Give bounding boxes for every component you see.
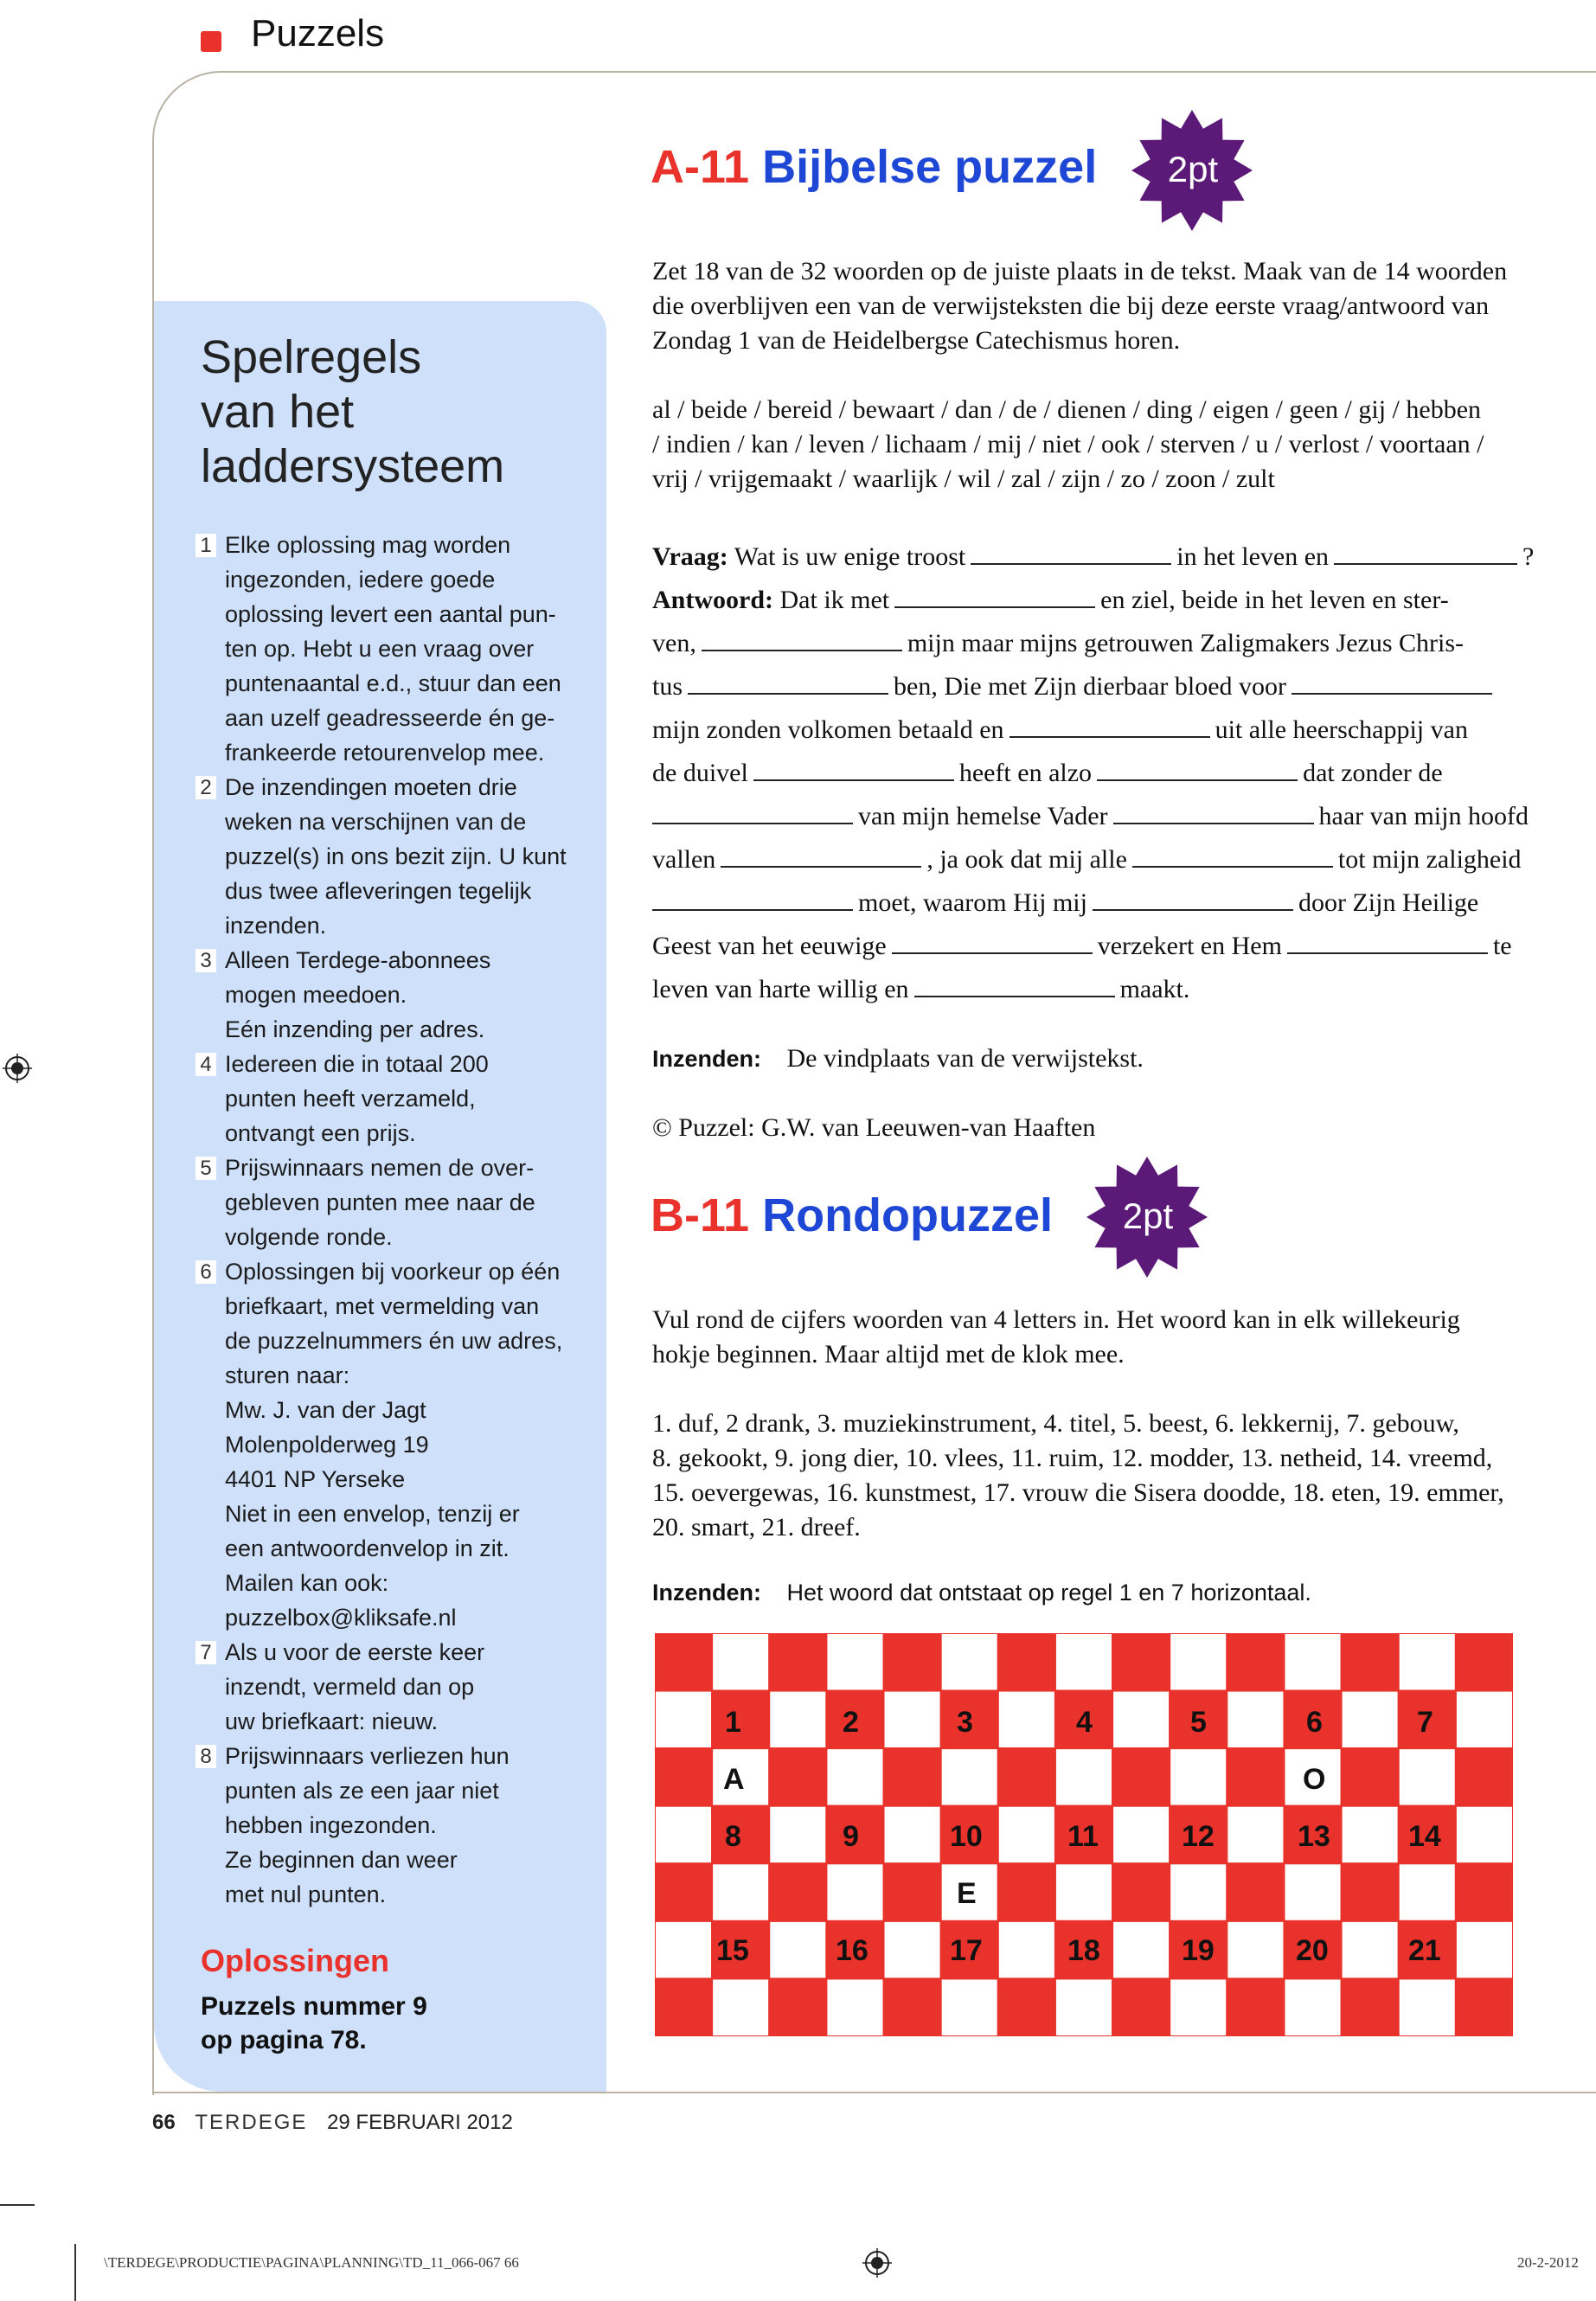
solutions-text [201, 1990, 427, 2057]
answer-blank[interactable] [914, 973, 1115, 997]
submit-label: Inzenden: [652, 1580, 761, 1606]
grid-cell[interactable] [1112, 1863, 1170, 1921]
grid-cell[interactable] [769, 1863, 826, 1921]
puzzle-b-submit [652, 1580, 1311, 1606]
rule-text-line: sturen naar: [225, 1362, 350, 1388]
grid-cell[interactable] [1342, 1633, 1399, 1691]
word-list-line: / indien / kan / leven / lichaam / mij / niet / ook / sterven / u / verlost / voortaan / [652, 430, 1484, 458]
rule-text-line: puzzel(s) in ons bezit zijn. U kunt [225, 843, 567, 869]
grid-cell[interactable] [998, 1633, 1055, 1691]
rule-number: 6 [195, 1260, 216, 1284]
qa-text: dat zonder de [1303, 759, 1443, 787]
answer-blank[interactable] [1010, 714, 1210, 738]
grid-cell[interactable] [1342, 1806, 1399, 1864]
grid-number: 3 [957, 1706, 973, 1739]
registration-mark-icon [862, 2248, 892, 2278]
grid-cell[interactable] [655, 1921, 712, 1979]
puzzle-a-intro [652, 254, 1507, 358]
grid-number: 12 [1182, 1820, 1215, 1853]
grid-cell[interactable] [1456, 1921, 1513, 1979]
rule-number: 8 [195, 1745, 216, 1768]
grid-cell[interactable] [826, 1978, 883, 2036]
grid-number: 6 [1306, 1706, 1323, 1739]
grid-number: 18 [1067, 1934, 1100, 1967]
solutions-heading: Oplossingen [201, 1943, 390, 1978]
rule-text-line: Prijswinnaars verliezen hun [225, 1743, 510, 1769]
solutions-text-line: Puzzels nummer 9 [201, 1992, 427, 2021]
grid-cell[interactable] [655, 1691, 712, 1749]
grid-number: 7 [1417, 1706, 1433, 1739]
puzzle-a-submit [652, 1042, 1144, 1076]
qa-line-9 [652, 886, 1576, 920]
clue-line: 20. smart, 21. dreef. [652, 1513, 861, 1541]
grid-cell[interactable] [1170, 1863, 1227, 1921]
grid-cell[interactable] [884, 1748, 941, 1806]
grid-number: 2 [843, 1706, 859, 1739]
grid-cell[interactable] [1055, 1748, 1112, 1806]
puzzle-b-intro [652, 1303, 1460, 1372]
rule-text-line: ingezonden, iedere goede [225, 567, 496, 593]
rule-number: 7 [195, 1641, 216, 1664]
grid-cell[interactable] [655, 1978, 712, 2036]
qa-text: de duivel [652, 759, 748, 787]
grid-cell[interactable] [826, 1863, 883, 1921]
grid-cell[interactable] [998, 1978, 1055, 2036]
qa-text: ven, [652, 629, 696, 657]
grid-number: 11 [1067, 1820, 1099, 1853]
answer-blank[interactable] [1132, 843, 1333, 868]
rules-list [195, 528, 576, 1912]
rule-text-line: Als u voor de eerste keer [225, 1639, 485, 1665]
intro-line: die overblijven een van de verwijsteksten die bij deze eerste vraag/antwoord van [652, 292, 1490, 320]
grid-cell[interactable] [1055, 1863, 1112, 1921]
qa-text: door Zijn Heilige [1298, 888, 1479, 917]
qa-text: leven van harte willig en [652, 975, 909, 1003]
slug-path: \TERDEGE\PRODUCTIE\PAGINA\PLANNING\TD_11_066-067 66 [104, 2254, 519, 2271]
answer-blank[interactable] [1292, 670, 1492, 695]
grid-cell[interactable] [1456, 1748, 1513, 1806]
grid-cell[interactable] [1112, 1748, 1170, 1806]
grid-cell[interactable] [1227, 1978, 1284, 2036]
qa-text: haar van mijn hoofd [1318, 802, 1529, 830]
rule-text-line: uw briefkaart: nieuw. [225, 1708, 439, 1734]
solutions-text-line: op pagina 78. [201, 2026, 367, 2054]
grid-cell[interactable] [941, 1748, 998, 1806]
grid-cell[interactable] [1342, 1748, 1399, 1806]
rule-text-line: volgende ronde. [225, 1224, 393, 1250]
submit-label: Inzenden: [652, 1046, 761, 1072]
puzzle-b-code: B-11 [651, 1189, 750, 1241]
rule-text-line: puntenaantal e.d., stuur dan een [225, 670, 561, 696]
grid-cell[interactable] [1170, 1748, 1227, 1806]
grid-cell[interactable] [712, 1633, 769, 1691]
rule-text-line: gebleven punten mee naar de [225, 1189, 535, 1215]
rule-text-line: Iedereen die in totaal 200 [225, 1051, 489, 1077]
grid-cell[interactable] [655, 1806, 712, 1864]
word-list-line: al / beide / bereid / bewaart / dan / de / dienen / ding / eigen / geen / gij / hebben [652, 395, 1482, 424]
rule-item [195, 1254, 576, 1635]
puzzle-a-name: Bijbelse puzzel [762, 141, 1098, 193]
rule-text-line: Elke oplossing mag worden [225, 532, 511, 558]
question-label: Vraag: [652, 542, 728, 571]
rule-text-line: oplossing levert een aantal pun- [225, 601, 556, 627]
grid-cell[interactable] [1342, 1691, 1399, 1749]
grid-cell[interactable] [1342, 1978, 1399, 2036]
grid-number: 20 [1296, 1934, 1329, 1967]
sidebar-title [201, 330, 581, 494]
rule-text-line: Oplossingen bij voorkeur op één [225, 1259, 561, 1285]
puzzle-a-title [651, 140, 1097, 194]
grid-cell[interactable] [884, 1691, 941, 1749]
qa-text: Wat is uw enige troost [734, 542, 966, 571]
grid-letter: O [1303, 1763, 1326, 1796]
puzzle-b-title [651, 1189, 1053, 1242]
grid-cell[interactable] [1227, 1921, 1284, 1979]
submit-text: De vindplaats van de verwijstekst. [786, 1044, 1144, 1073]
answer-blank[interactable] [971, 541, 1171, 565]
grid-cell[interactable] [998, 1806, 1055, 1864]
rule-number: 2 [195, 776, 216, 799]
qa-line-7 [652, 799, 1576, 834]
answer-blank[interactable] [1093, 887, 1293, 911]
grid-number: 10 [950, 1820, 983, 1853]
qa-line-8 [652, 843, 1576, 877]
qa-line-6 [652, 756, 1576, 791]
clue-line: 15. oevergewas, 16. kunstmest, 17. vrouw die Sisera doodde, 18. eten, 19. emmer, [652, 1478, 1504, 1507]
registration-mark-icon [3, 1054, 32, 1083]
grid-cell[interactable] [941, 1978, 998, 2036]
qa-text: maakt. [1119, 975, 1190, 1003]
qa-text: tus [652, 672, 683, 701]
grid-number: 21 [1408, 1934, 1441, 1967]
answer-blank[interactable] [652, 800, 853, 824]
qa-text: ? [1522, 542, 1535, 571]
rule-text-line: 4401 NP Yerseke [225, 1466, 406, 1492]
grid-cell[interactable] [1342, 1921, 1399, 1979]
answer-blank[interactable] [1097, 757, 1298, 781]
intro-line: Zondag 1 van de Heidelbergse Catechismus horen. [652, 326, 1181, 355]
rule-item [195, 1047, 576, 1150]
grid-cell[interactable] [998, 1748, 1055, 1806]
qa-text: van mijn hemelse Vader [858, 802, 1108, 830]
slug-date: 20-2-2012 [1517, 2254, 1579, 2271]
crop-mark [74, 2244, 76, 2301]
sidebar-title-line: laddersysteem [201, 440, 505, 492]
puzzle-b-name: Rondopuzzel [762, 1189, 1054, 1241]
rule-text-line: punten als ze een jaar niet [225, 1778, 499, 1804]
page-number: 66 [152, 2111, 176, 2134]
grid-cell[interactable] [1055, 1633, 1112, 1691]
rule-text-line: briefkaart, met vermelding van [225, 1293, 540, 1319]
grid-cell[interactable] [884, 1921, 941, 1979]
grid-cell[interactable] [1227, 1748, 1284, 1806]
rule-text-line: aan uzelf geadresseerde én ge- [225, 705, 555, 731]
grid-number: 9 [843, 1820, 859, 1853]
qa-text: heeft en alzo [958, 759, 1093, 787]
grid-cell[interactable] [884, 1633, 941, 1691]
grid-cell[interactable] [1399, 1863, 1456, 1921]
clue-line: 8. gekookt, 9. jong dier, 10. vlees, 11. ruim, 12. modder, 13. netheid, 14. vreemd, [652, 1444, 1493, 1472]
grid-number: 17 [950, 1934, 983, 1967]
grid-number: 8 [725, 1820, 741, 1853]
qa-line-3 [652, 626, 1576, 661]
grid-cell[interactable] [1284, 1978, 1341, 2036]
rule-text-line: Ze beginnen dan weer [225, 1847, 458, 1873]
rule-text-line: inzendt, vermeld dan op [225, 1674, 475, 1700]
grid-cell[interactable] [1456, 1863, 1513, 1921]
grid-cell[interactable] [1227, 1633, 1284, 1691]
rule-text-line: De inzendingen moeten drie [225, 774, 517, 800]
grid-cell[interactable] [655, 1863, 712, 1921]
qa-text: , ja ook dat mij alle [926, 845, 1127, 874]
rule-text-line: puzzelbox@kliksafe.nl [225, 1605, 457, 1631]
rule-text-line: weken na verschijnen van de [225, 809, 527, 835]
grid-cell[interactable] [769, 1806, 826, 1864]
qa-text: mijn zonden volkomen betaald en [652, 715, 1004, 744]
answer-blank[interactable] [652, 887, 853, 911]
grid-number: 1 [725, 1706, 741, 1739]
intro-line: hokje beginnen. Maar altijd met de klok mee. [652, 1340, 1125, 1368]
rule-text-line: Mw. J. van der Jagt [225, 1397, 426, 1423]
rule-number: 4 [195, 1053, 216, 1076]
qa-line-1 [652, 540, 1576, 574]
qa-text: mijn maar mijns getrouwen Zaligmakers Jezus Chris- [907, 629, 1465, 657]
sidebar-title-line: van het [201, 386, 355, 438]
qa-line-4 [652, 670, 1576, 704]
rule-text-line: de puzzelnummers én uw adres, [225, 1328, 563, 1354]
answer-blank[interactable] [892, 930, 1093, 954]
puzzle-a-credit: © Puzzel: G.W. van Leeuwen-van Haaften [652, 1113, 1096, 1142]
grid-cell[interactable] [1112, 1691, 1170, 1749]
grid-cell[interactable] [712, 1863, 769, 1921]
grid-number: 13 [1298, 1820, 1330, 1853]
answer-blank[interactable] [753, 757, 954, 781]
rule-number: 3 [195, 949, 216, 972]
grid-cell[interactable] [826, 1633, 883, 1691]
grid-cell[interactable] [769, 1978, 826, 2036]
grid-cell[interactable] [1284, 1863, 1341, 1921]
rule-number: 1 [195, 534, 216, 557]
grid-cell[interactable] [1456, 1978, 1513, 2036]
section-marker [201, 31, 221, 52]
grid-cell[interactable] [941, 1633, 998, 1691]
qa-text: ben, Die met Zijn dierbaar bloed voor [894, 672, 1287, 701]
folio [152, 2111, 513, 2135]
rule-text-line: een antwoordenvelop in zit. [225, 1535, 510, 1561]
rule-item [195, 1150, 576, 1254]
rule-number: 5 [195, 1157, 216, 1180]
rule-item [195, 770, 576, 943]
qa-text: vallen [652, 845, 716, 874]
rule-text-line: hebben ingezonden. [225, 1812, 437, 1838]
puzzle-b-clues [652, 1407, 1504, 1545]
rule-text-line: frankeerde retourenvelop mee. [225, 740, 545, 766]
word-list-line: vrij / vrijgemaakt / waarlijk / wil / zal / zijn / zo / zoon / zult [652, 465, 1275, 493]
rule-text-line: Mailen kan ook: [225, 1570, 389, 1596]
grid-cell[interactable] [712, 1978, 769, 2036]
answer-blank[interactable] [702, 627, 902, 651]
grid-cell[interactable] [1284, 1633, 1341, 1691]
grid-cell[interactable] [1456, 1691, 1513, 1749]
grid-number: 14 [1408, 1820, 1441, 1853]
grid-number: 4 [1076, 1706, 1093, 1739]
answer-blank[interactable] [1334, 541, 1517, 565]
grid-cell[interactable] [1342, 1863, 1399, 1921]
grid-cell[interactable] [769, 1748, 826, 1806]
grid-cell[interactable] [1456, 1633, 1513, 1691]
crop-mark [0, 2204, 35, 2206]
grid-number: 15 [716, 1934, 749, 1967]
intro-line: Zet 18 van de 32 woorden op de juiste plaats in de tekst. Maak van de 14 woorden [652, 257, 1508, 285]
rule-text-line: inzenden. [225, 913, 327, 939]
grid-letter: A [723, 1763, 745, 1796]
rule-text-line: Niet in een envelop, tenzij er [225, 1501, 520, 1527]
section-title: Puzzels [251, 12, 385, 54]
rule-text-line: Molenpolderweg 19 [225, 1432, 429, 1458]
grid-cell[interactable] [1227, 1691, 1284, 1749]
answer-blank[interactable] [688, 670, 888, 695]
grid-cell[interactable] [1112, 1806, 1170, 1864]
rule-text-line: mogen meedoen. [225, 982, 407, 1008]
answer-blank[interactable] [894, 584, 1095, 608]
grid-cell[interactable] [655, 1633, 712, 1691]
rule-item [195, 1739, 576, 1912]
rule-text-line: ten op. Hebt u een vraag over [225, 636, 535, 662]
answer-label: Antwoord: [652, 586, 773, 614]
rule-text-line: dus twee afleveringen tegelijk [225, 878, 532, 904]
qa-text: tot mijn zaligheid [1337, 845, 1522, 874]
grid-cell[interactable] [1170, 1633, 1227, 1691]
grid-number: 19 [1182, 1934, 1215, 1967]
grid-cell[interactable] [1399, 1748, 1456, 1806]
grid-cell[interactable] [1227, 1863, 1284, 1921]
rule-text-line: Alleen Terdege-abonnees [225, 947, 491, 973]
rule-text-line: met nul punten. [225, 1881, 387, 1907]
grid-cell[interactable] [769, 1691, 826, 1749]
answer-blank[interactable] [721, 843, 921, 868]
rule-text-line: punten heeft verzameld, [225, 1086, 476, 1112]
qa-line-10 [652, 929, 1576, 964]
grid-cell[interactable] [884, 1978, 941, 2036]
grid-number: 5 [1190, 1706, 1207, 1739]
puzzle-a-code: A-11 [651, 141, 750, 193]
grid-letter: E [957, 1877, 977, 1910]
rule-item [195, 943, 576, 1047]
qa-text: in het leven en [1176, 542, 1330, 571]
grid-cell[interactable] [1112, 1633, 1170, 1691]
grid-cell[interactable] [769, 1921, 826, 1979]
grid-cell[interactable] [769, 1633, 826, 1691]
grid-cell[interactable] [655, 1748, 712, 1806]
rule-item [195, 1635, 576, 1739]
qa-text: Dat ik met [779, 586, 890, 614]
clue-line: 1. duf, 2 drank, 3. muziekinstrument, 4. titel, 5. beest, 6. lekkernij, 7. gebouw, [652, 1409, 1459, 1438]
rule-item [195, 528, 576, 770]
grid-cell[interactable] [998, 1863, 1055, 1921]
intro-line: Vul rond de cijfers woorden van 4 letters in. Het woord kan in elk willekeurig [652, 1305, 1460, 1334]
grid-cell[interactable] [1399, 1978, 1456, 2036]
puzzle-a-word-list [652, 393, 1484, 497]
grid-cell[interactable] [1112, 1921, 1170, 1979]
grid-cell[interactable] [1112, 1978, 1170, 2036]
answer-blank[interactable] [1113, 800, 1314, 824]
issue-date: 29 FEBRUARI 2012 [327, 2111, 513, 2134]
qa-text: en ziel, beide in het leven en ster- [1100, 586, 1449, 614]
qa-text: te [1492, 932, 1512, 960]
grid-cell[interactable] [1399, 1633, 1456, 1691]
grid-cell[interactable] [1170, 1978, 1227, 2036]
rule-text-line: Eén inzending per adres. [225, 1016, 485, 1042]
qa-line-2 [652, 583, 1576, 618]
grid-cell[interactable] [998, 1921, 1055, 1979]
grid-cell[interactable] [826, 1748, 883, 1806]
grid-number: 16 [836, 1934, 869, 1967]
grid-cell[interactable] [1227, 1806, 1284, 1864]
magazine-name: TERDEGE [195, 2111, 308, 2134]
frame-bottom-rule [152, 2092, 1596, 2093]
grid-cell[interactable] [884, 1863, 941, 1921]
qa-text: verzekert en Hem [1097, 932, 1282, 960]
qa-text: Geest van het eeuwige [652, 932, 887, 960]
rule-text-line: Prijswinnaars nemen de over- [225, 1155, 535, 1181]
grid-cell[interactable] [1055, 1978, 1112, 2036]
qa-text: moet, waarom Hij mij [858, 888, 1087, 917]
qa-line-11 [652, 972, 1576, 1007]
qa-line-5 [652, 713, 1576, 747]
puzzle-b-points: 2pt [1122, 1195, 1174, 1236]
sidebar-title-line: Spelregels [201, 331, 422, 383]
rule-text-line: ontvangt een prijs. [225, 1120, 416, 1146]
grid-cell[interactable] [884, 1806, 941, 1864]
qa-text: uit alle heerschappij van [1215, 715, 1468, 744]
grid-cell[interactable] [998, 1691, 1055, 1749]
puzzle-a-points: 2pt [1167, 149, 1219, 189]
grid-cell[interactable] [1456, 1806, 1513, 1864]
answer-blank[interactable] [1287, 930, 1488, 954]
submit-text: Het woord dat ontstaat op regel 1 en 7 horizontaal. [786, 1580, 1311, 1606]
